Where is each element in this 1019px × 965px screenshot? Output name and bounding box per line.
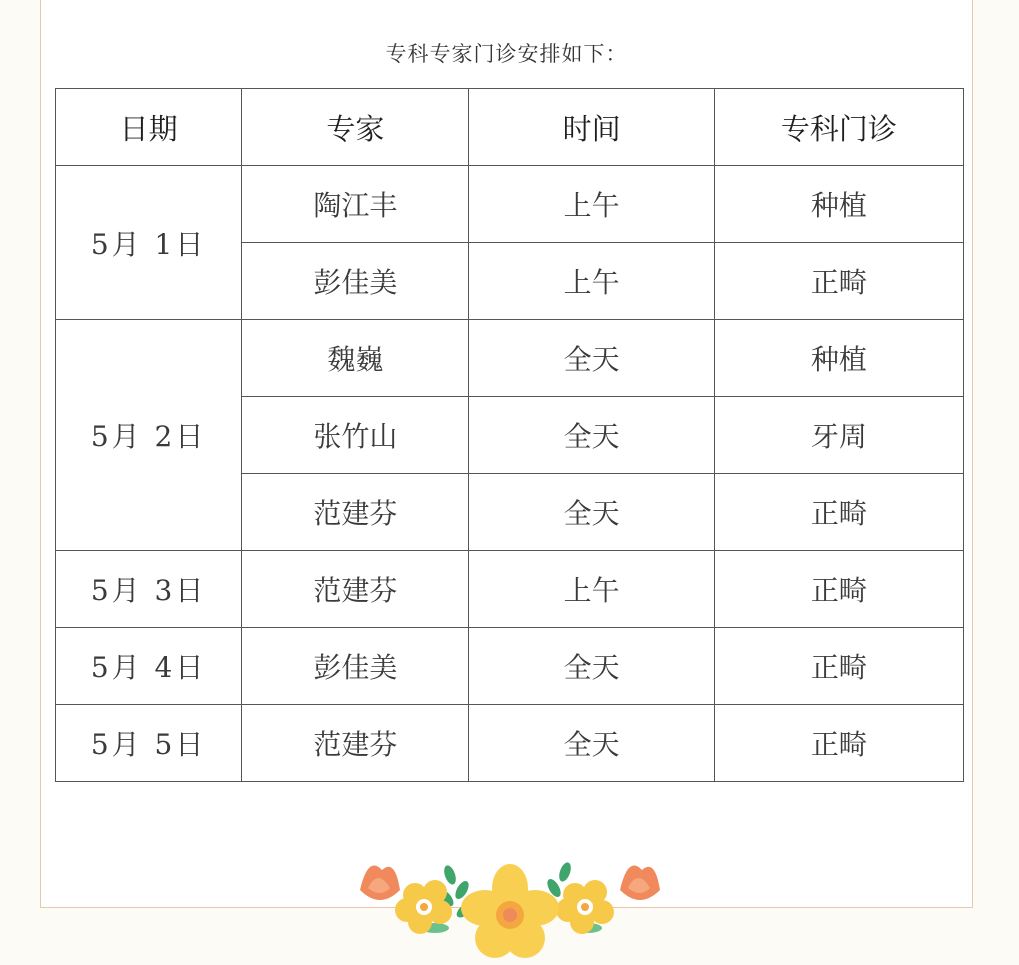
header-date: 日期 xyxy=(56,89,242,166)
time-cell: 全天 xyxy=(469,474,714,551)
date-cell: 5月 4日 xyxy=(56,628,242,705)
dept-cell: 种植 xyxy=(714,320,963,397)
clinic-schedule-table xyxy=(55,88,964,782)
expert-cell: 范建芬 xyxy=(242,474,469,551)
header-dept: 专科门诊 xyxy=(714,89,963,166)
time-cell: 全天 xyxy=(469,705,714,782)
dept-cell: 正畸 xyxy=(714,705,963,782)
page-card xyxy=(40,0,973,908)
date-cell: 5月 2日 xyxy=(56,320,242,551)
flower-garland-icon xyxy=(350,850,670,965)
time-cell: 全天 xyxy=(469,628,714,705)
table-row xyxy=(56,628,964,705)
expert-cell: 彭佳美 xyxy=(242,628,469,705)
dept-cell: 牙周 xyxy=(714,397,963,474)
dept-cell: 种植 xyxy=(714,166,963,243)
time-cell: 上午 xyxy=(469,551,714,628)
expert-cell: 魏巍 xyxy=(242,320,469,397)
time-cell: 上午 xyxy=(469,166,714,243)
date-cell: 5月 5日 xyxy=(56,705,242,782)
expert-cell: 范建芬 xyxy=(242,705,469,782)
table-header-row xyxy=(56,89,964,166)
date-cell: 5月 1日 xyxy=(56,166,242,320)
schedule-heading: 专科专家门诊安排如下： xyxy=(385,42,628,66)
header-expert: 专家 xyxy=(242,89,469,166)
dept-cell: 正畸 xyxy=(714,551,963,628)
header-time: 时间 xyxy=(469,89,714,166)
time-cell: 全天 xyxy=(469,320,714,397)
dept-cell: 正畸 xyxy=(714,628,963,705)
dept-cell: 正畸 xyxy=(714,243,963,320)
table-row xyxy=(56,705,964,782)
expert-cell: 彭佳美 xyxy=(242,243,469,320)
dept-cell: 正畸 xyxy=(714,474,963,551)
date-cell: 5月 3日 xyxy=(56,551,242,628)
time-cell: 全天 xyxy=(469,397,714,474)
time-cell: 上午 xyxy=(469,243,714,320)
table-row xyxy=(56,551,964,628)
expert-cell: 张竹山 xyxy=(242,397,469,474)
table-row xyxy=(56,320,964,397)
expert-cell: 范建芬 xyxy=(242,551,469,628)
expert-cell: 陶江丰 xyxy=(242,166,469,243)
table-row xyxy=(56,166,964,243)
